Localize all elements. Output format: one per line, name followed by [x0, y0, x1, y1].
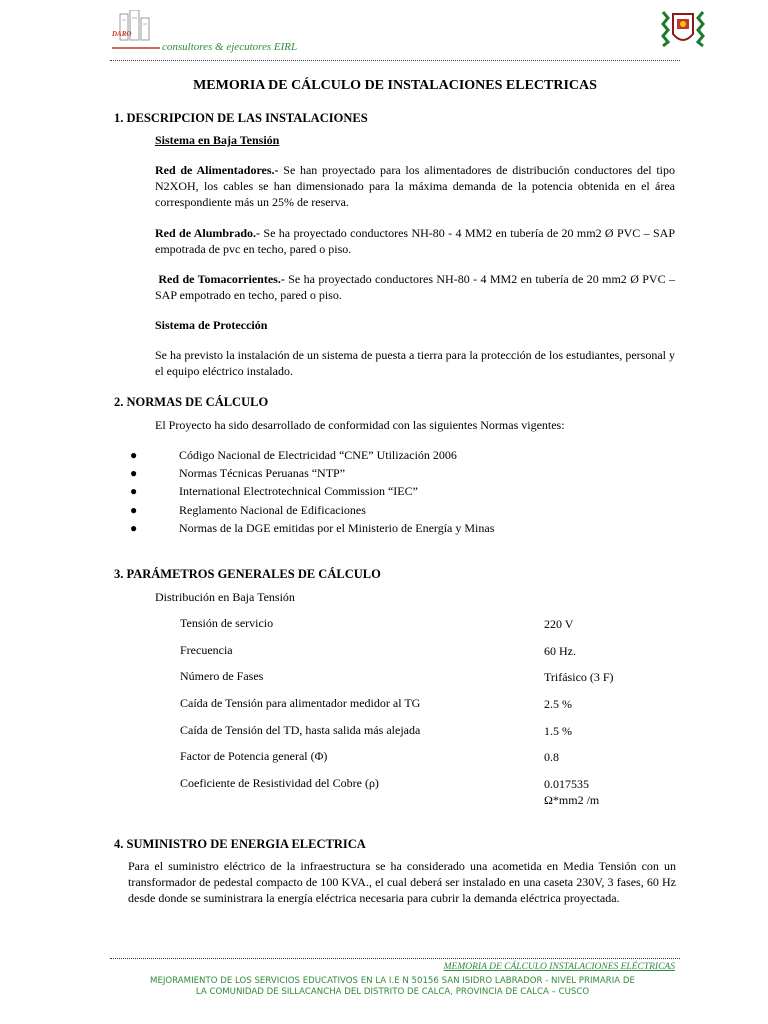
lighting-network-lead: Red de Alumbrado.-: [155, 226, 261, 240]
param-label: Factor de Potencia general (Φ): [180, 749, 328, 764]
param-value-unit: Ω*mm2 /m: [544, 793, 600, 808]
list-item: ● International Electrotechnical Commission “IEC”: [130, 482, 650, 500]
feeder-network-paragraph: [155, 162, 675, 210]
bullet-icon: ●: [130, 520, 138, 535]
param-label: Caída de Tensión para alimentador medidor al TG: [180, 696, 421, 711]
company-subtitle: consultores & ejecutores EIRL: [162, 41, 298, 53]
section-3-heading: 3. PARÁMETROS GENERALES DE CÁLCULO: [114, 567, 381, 581]
bullet-icon: ●: [130, 466, 138, 481]
section-4-paragraph: Para el suministro eléctrico de la infraestructura se ha considerado una acometida en Media Tensión con un transformador de pedestal compacto de 100 KVA., el cual deberá ser instalado en una caseta 230V, 3 fases, 60 Hz desde donde se suministrara la energía eléctrica necesaria para cubrir la demanda eléctrica proyectada.: [128, 859, 676, 905]
param-value: 220 V: [544, 617, 574, 631]
section-4-heading: 4. SUMINISTRO DE ENERGIA ELECTRICA: [114, 837, 366, 851]
section-2-intro: El Proyecto ha sido desarrollado de conformidad con las siguientes Normas vigentes:: [155, 418, 565, 432]
param-label: Tensión de servicio: [180, 616, 274, 630]
param-label: Coeficiente de Resistividad del Cobre (ρ): [180, 776, 379, 791]
outlet-network-lead: Red de Tomacorrientes.-: [158, 272, 285, 286]
feeder-network-text: Se han proyectado para los alimentadores de distribución conductores del tipo N2XOH, los cables se han dimensionado para la máxima demanda de la potencia obtenida en el área correspondiente más un 25% de reserva.: [155, 163, 675, 209]
header-divider: [110, 60, 680, 61]
footer-doc-title: MEMORIA DE CÁLCULO INSTALACIONES ELÉCTRICAS: [443, 962, 675, 972]
lighting-network-text: Se ha proyectado conductores NH-80 - 4 MM2 en tubería de 20 mm2 Ø PVC – SAP empotrada de pvc en techo, pared o piso.: [155, 226, 676, 256]
section-2-heading: 2. NORMAS DE CÁLCULO: [114, 395, 269, 409]
section-3-intro: Distribución en Baja Tensión: [155, 590, 295, 604]
param-value: 0.017535 Ω*mm2 /m: [544, 777, 600, 808]
param-value: 60 Hz.: [544, 643, 576, 658]
bullet-icon: ●: [130, 502, 138, 517]
feeder-network-lead: Red de Alimentadores.-: [155, 163, 279, 177]
lighting-network-paragraph: [155, 225, 675, 257]
param-value: 0.8: [544, 750, 559, 765]
protection-paragraph: Se ha previsto la instalación de un sistema de puesta a tierra para la protección de los estudiantes, personal y el equipo eléctrico instalado.: [155, 348, 675, 378]
municipal-crest-icon: [660, 8, 706, 48]
param-label: Número de Fases: [180, 669, 264, 684]
protection-heading: Sistema de Protección: [155, 318, 268, 332]
param-value: 1.5 %: [544, 723, 572, 738]
list-item: ● Reglamento Nacional de Edificaciones: [130, 501, 650, 519]
list-item: ● Normas Técnicas Peruanas “NTP”: [130, 464, 650, 482]
bullet-icon: ●: [130, 484, 138, 499]
footer-divider: [110, 958, 680, 959]
outlet-network-paragraph: [155, 271, 675, 303]
standards-list: [130, 446, 650, 537]
list-item: ● Normas de la DGE emitidas por el Ministerio de Energía y Minas: [130, 519, 650, 537]
param-value: 2.5 %: [544, 697, 572, 712]
param-label: Caída de Tensión del TD, hasta salida más alejada: [180, 722, 421, 737]
param-value: Trifásico (3 F): [544, 670, 614, 685]
section-1-subheading: Sistema en Baja Tensión: [155, 133, 280, 147]
bullet-icon: ●: [130, 448, 138, 462]
list-item: ● Código Nacional de Electricidad “CNE” Utilización 2006: [130, 446, 650, 464]
param-label: Frecuencia: [180, 642, 233, 657]
document-title: MEMORIA DE CÁLCULO DE INSTALACIONES ELECTRICAS: [193, 78, 597, 93]
logo-name: DARO: [112, 30, 132, 38]
footer-project: MEJORAMIENTO DE LOS SERVICIOS EDUCATIVOS EN LA I.E N 50156 SAN ISIDRO LABRADOR - NIVEL PRIMARIA DE LA COMUNIDAD DE SILLACANCHA DEL DISTRITO DE CALCA, PROVINCIA DE CALCA – CUSCO: [150, 976, 635, 997]
outlet-network-text: Se ha proyectado conductores NH-80 - 4 MM2 en tubería de 20 mm2 Ø PVC – SAP empotrado en techo, pared o piso.: [155, 272, 675, 302]
section-1-heading: 1. DESCRIPCION DE LAS INSTALACIONES: [114, 111, 368, 125]
